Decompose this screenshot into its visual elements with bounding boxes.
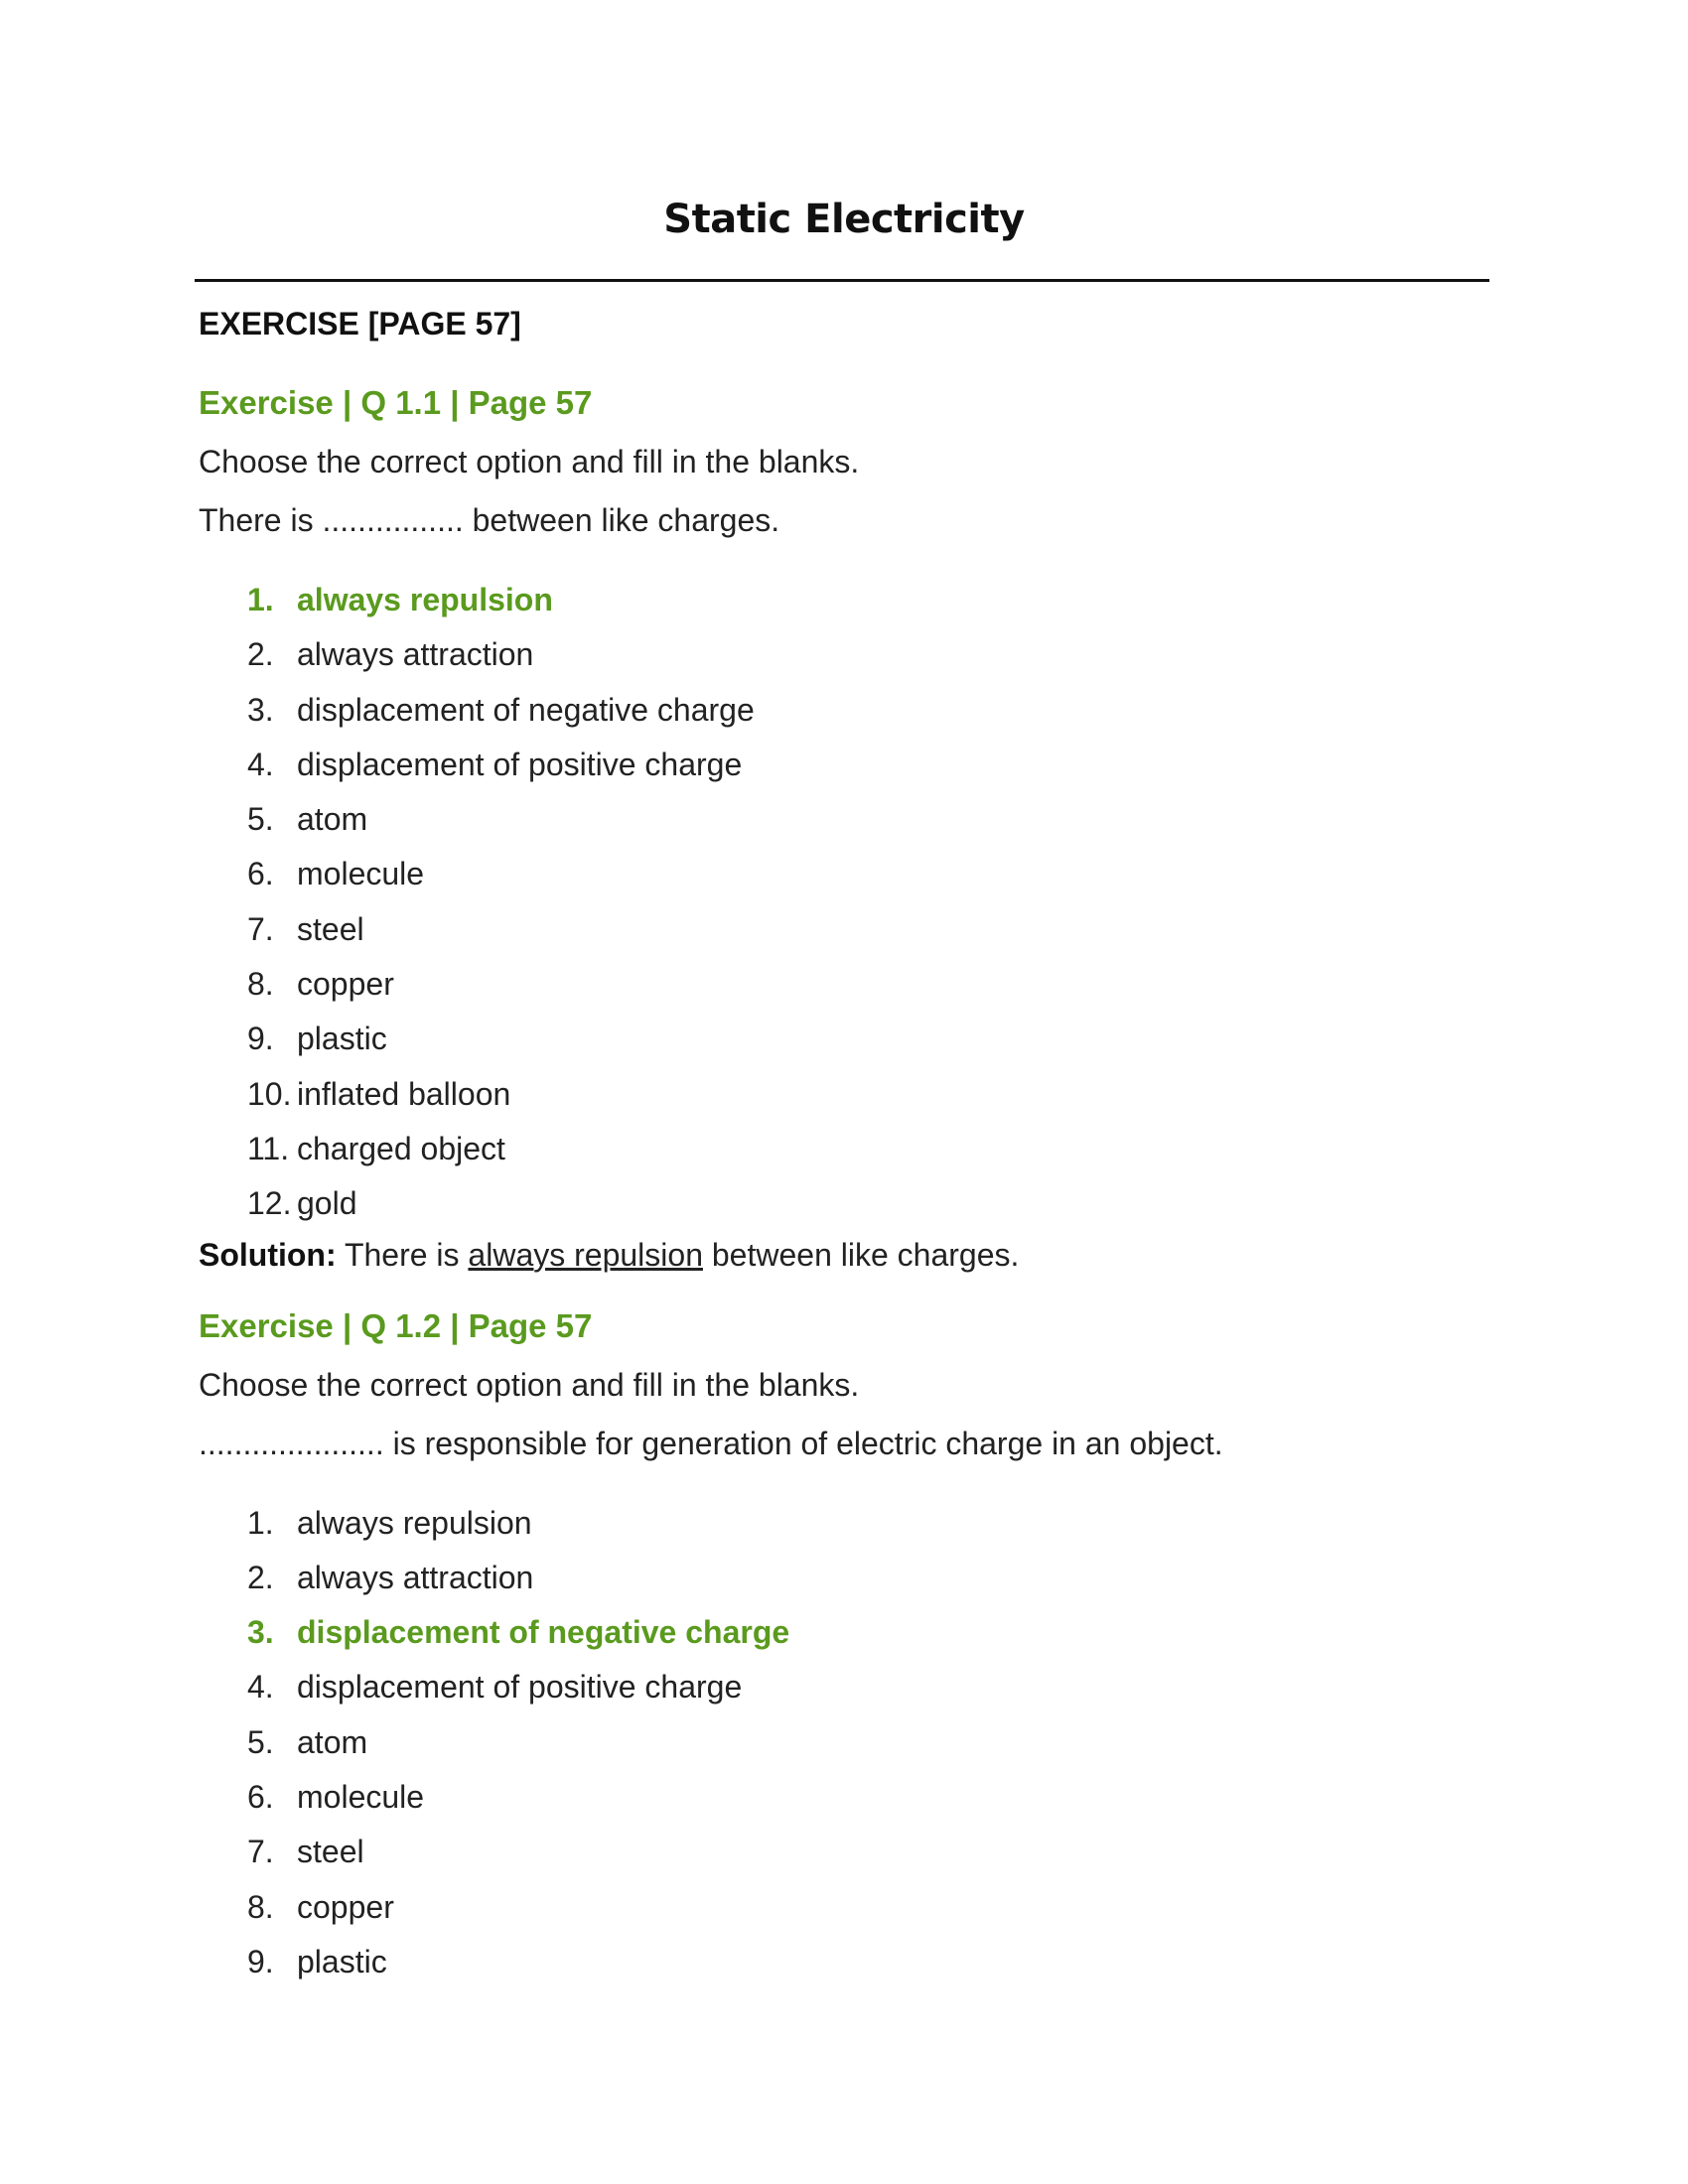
option-text: plastic <box>297 1943 387 1979</box>
option-number: 7. <box>247 910 274 947</box>
question-text: ..................... is responsible for generation of electric charge in an object. <box>199 1425 1223 1461</box>
question-text: There is ................ between like charges. <box>199 502 780 538</box>
solution-after: between like charges. <box>711 1236 1020 1273</box>
question-heading: Exercise | Q 1.1 | Page 57 <box>199 384 593 421</box>
option-number: 8. <box>247 1888 274 1925</box>
option-number: 4. <box>247 1669 274 1706</box>
question-instruction: Choose the correct option and fill in the blanks. <box>199 444 860 479</box>
option-text: displacement of negative charge <box>297 691 755 728</box>
option-text: molecule <box>297 1779 425 1816</box>
option-number: 5. <box>247 1723 274 1760</box>
option-text: molecule <box>297 856 425 892</box>
option-item <box>247 1770 1489 1825</box>
option-number: 2. <box>247 636 274 673</box>
solution <box>199 1232 1489 1278</box>
option-number: 6. <box>247 1779 274 1816</box>
question-instruction: Choose the correct option and fill in the blanks. <box>199 1366 860 1403</box>
option-item-correct <box>247 1605 1489 1660</box>
option-item <box>247 957 1489 1012</box>
option-text: charged object <box>297 1130 505 1166</box>
option-item <box>247 1012 1489 1066</box>
option-text: atom <box>297 801 368 838</box>
option-item <box>247 627 1489 682</box>
option-item <box>247 738 1489 792</box>
option-text: plastic <box>297 1021 387 1057</box>
option-item <box>247 847 1489 901</box>
option-text: gold <box>297 1185 357 1222</box>
option-item <box>247 902 1489 957</box>
option-item <box>247 1496 1489 1551</box>
options-list <box>199 1496 1489 1990</box>
option-number: 5. <box>247 801 274 838</box>
option-text: always attraction <box>297 636 534 673</box>
option-text: steel <box>297 910 364 947</box>
option-text: atom <box>297 1723 368 1760</box>
option-text: always repulsion <box>297 1504 532 1541</box>
option-text: always repulsion <box>297 582 553 617</box>
option-number: 1. <box>247 1504 274 1541</box>
option-item <box>247 1551 1489 1605</box>
option-text: steel <box>297 1834 364 1870</box>
option-text: displacement of positive charge <box>297 746 743 782</box>
option-item <box>247 792 1489 847</box>
option-number: 11. <box>247 1130 290 1166</box>
question-block-1 <box>199 380 1489 1278</box>
option-text: copper <box>297 1888 394 1925</box>
option-text: displacement of negative charge <box>297 1614 790 1651</box>
question-heading: Exercise | Q 1.2 | Page 57 <box>199 1306 593 1344</box>
option-number: 3. <box>247 1614 274 1651</box>
option-number: 9. <box>247 1021 274 1057</box>
option-item <box>247 683 1489 738</box>
option-item <box>247 1880 1489 1935</box>
option-number: 6. <box>247 856 274 892</box>
option-number: 7. <box>247 1834 274 1870</box>
document-body <box>199 300 1489 1989</box>
option-text: always attraction <box>297 1559 534 1595</box>
option-number: 4. <box>247 746 274 782</box>
option-number: 8. <box>247 966 274 1003</box>
page-title: Static Electricity <box>663 197 1025 242</box>
solution-before: There is <box>344 1236 460 1273</box>
option-item-correct <box>247 573 1489 627</box>
title-divider <box>195 279 1489 282</box>
option-text: displacement of positive charge <box>297 1669 743 1706</box>
exercise-heading: EXERCISE [PAGE 57] <box>199 306 521 341</box>
option-item <box>247 1176 1489 1231</box>
option-number: 3. <box>247 691 274 728</box>
option-number: 10. <box>247 1075 292 1112</box>
option-number: 12. <box>247 1185 292 1222</box>
option-item <box>247 1067 1489 1122</box>
solution-answer: always repulsion <box>468 1236 703 1273</box>
option-text: copper <box>297 966 394 1003</box>
option-item <box>247 1660 1489 1714</box>
solution-label: Solution: <box>199 1236 337 1273</box>
option-text: inflated balloon <box>297 1075 511 1112</box>
options-list <box>199 573 1489 1232</box>
option-item <box>247 1122 1489 1176</box>
option-item <box>247 1825 1489 1879</box>
option-item <box>247 1935 1489 1989</box>
option-number: 1. <box>247 582 274 617</box>
option-number: 2. <box>247 1559 274 1595</box>
option-item <box>247 1715 1489 1770</box>
option-number: 9. <box>247 1943 274 1979</box>
question-block-2 <box>199 1303 1489 1990</box>
